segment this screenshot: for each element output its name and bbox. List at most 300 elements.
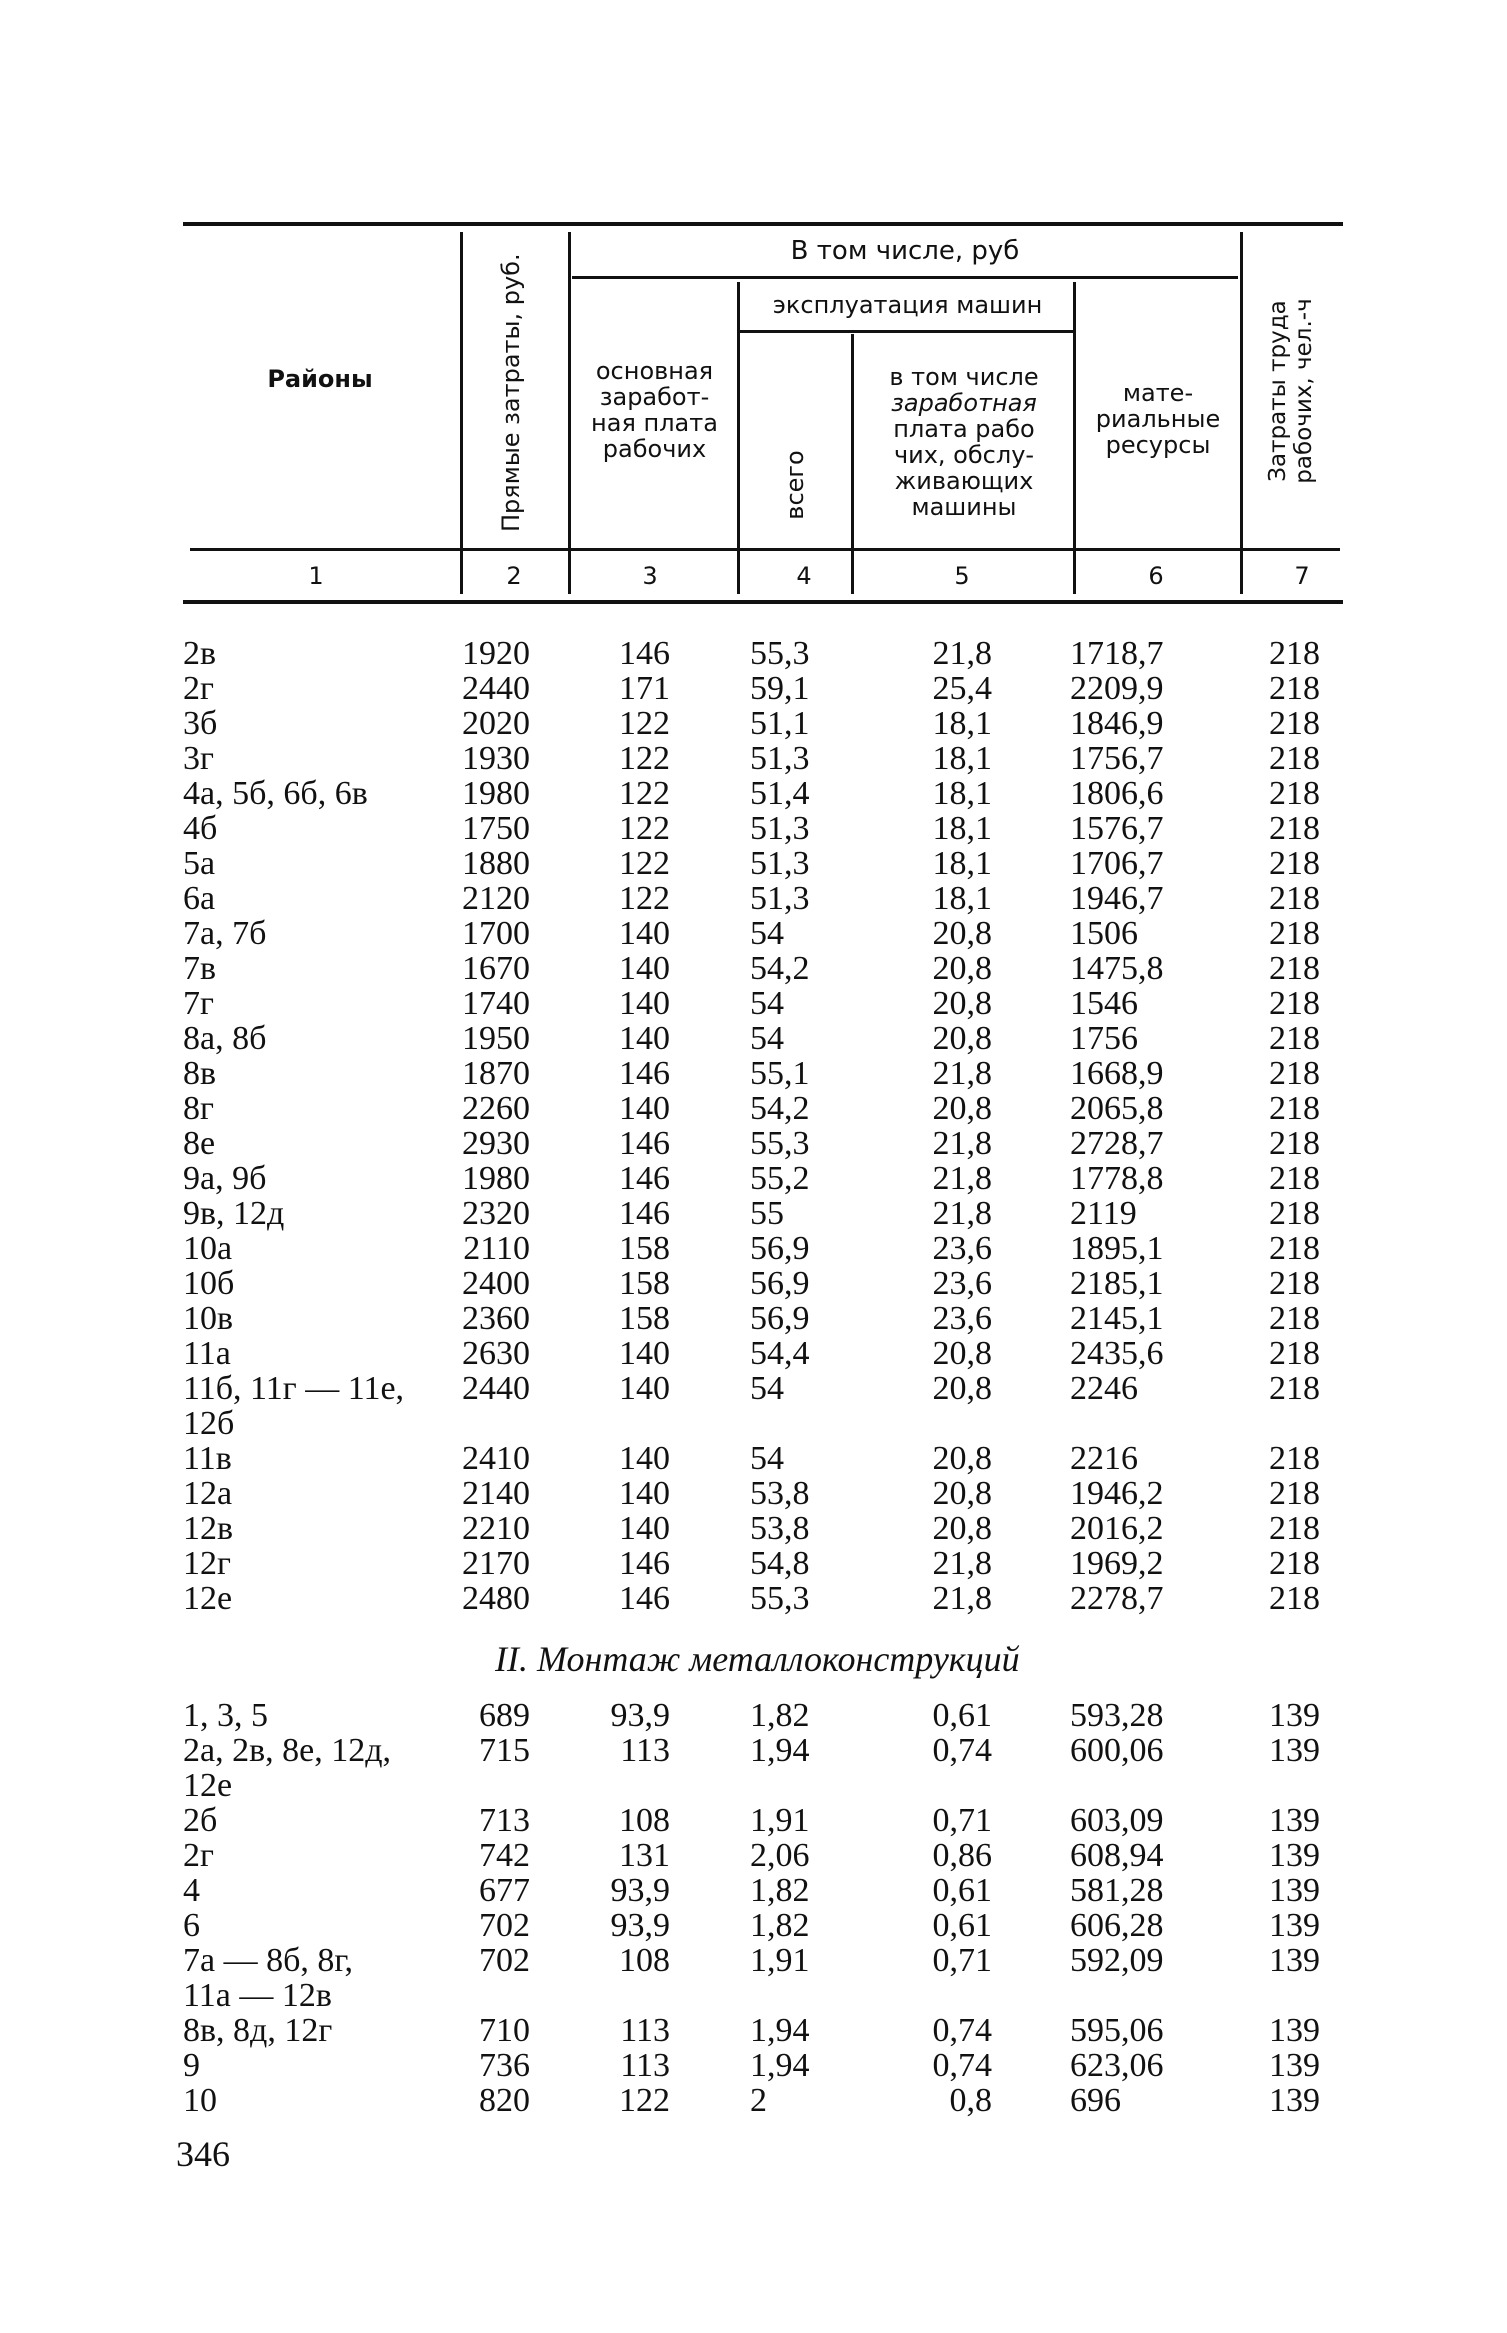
cell-labor: 218 xyxy=(1269,740,1320,777)
cell-wage: 113 xyxy=(620,2047,670,2084)
cell-labor: 139 xyxy=(1269,1802,1320,1839)
cell-total: 1,91 xyxy=(750,1802,810,1839)
column-number: 4 xyxy=(796,562,812,590)
table-row xyxy=(0,1908,1507,1943)
cell-wage: 122 xyxy=(619,880,670,917)
cell-labor: 218 xyxy=(1269,705,1320,742)
cell-wage: 146 xyxy=(619,1125,670,1162)
cell-total: 1,94 xyxy=(750,1732,810,1769)
cell-total: 56,9 xyxy=(750,1265,810,1302)
cell-machine-wage: 20,8 xyxy=(932,1370,992,1407)
cell-region: 9 xyxy=(183,2047,200,2084)
cell-region: 12г xyxy=(183,1545,231,1582)
cell-total: 54,2 xyxy=(750,1090,810,1127)
cell-wage: 108 xyxy=(619,1802,670,1839)
cell-region: 1, 3, 5 xyxy=(183,1697,268,1734)
cell-labor: 139 xyxy=(1269,1942,1320,1979)
table-row xyxy=(0,1126,1507,1161)
header-machine-wage xyxy=(855,364,1073,520)
header-machine-wage-line: плата рабо xyxy=(893,415,1035,443)
cell-direct: 1740 xyxy=(462,985,530,1022)
cell-region: 8в xyxy=(183,1055,217,1092)
cell-total: 51,1 xyxy=(750,705,810,742)
cell-total: 54,2 xyxy=(750,950,810,987)
cell-materials: 1778,8 xyxy=(1070,1160,1164,1197)
cell-machine-wage: 20,8 xyxy=(932,985,992,1022)
cell-machine-wage: 21,8 xyxy=(932,1195,992,1232)
cell-materials: 1475,8 xyxy=(1070,950,1164,987)
table-row xyxy=(0,2048,1507,2083)
cell-total: 54 xyxy=(750,1020,784,1057)
cell-machine-wage: 20,8 xyxy=(932,1020,992,1057)
cell-region: 6 xyxy=(183,1907,200,1944)
header-base-wage-line: рабочих xyxy=(602,435,707,463)
cell-wage: 122 xyxy=(619,2082,670,2119)
cell-region-continuation: 12е xyxy=(183,1767,233,1804)
table-row xyxy=(0,706,1507,741)
cell-wage: 108 xyxy=(619,1942,670,1979)
cell-labor: 218 xyxy=(1269,1510,1320,1547)
cell-labor: 218 xyxy=(1269,1090,1320,1127)
cell-materials: 2145,1 xyxy=(1070,1300,1164,1337)
header-base-wage-line: ная плата xyxy=(591,409,718,437)
header-materials-line: мате- xyxy=(1122,379,1194,407)
header-total: всего xyxy=(781,450,809,520)
cell-total: 2,06 xyxy=(750,1837,810,1874)
cell-wage: 122 xyxy=(619,705,670,742)
cell-direct: 2930 xyxy=(462,1125,530,1162)
table-row xyxy=(0,1056,1507,1091)
cell-materials: 593,28 xyxy=(1070,1697,1164,1734)
cell-machine-wage: 0,74 xyxy=(932,2047,992,2084)
cell-wage: 171 xyxy=(619,670,670,707)
cell-machine-wage: 23,6 xyxy=(932,1230,992,1267)
cell-total: 1,82 xyxy=(750,1872,810,1909)
cell-total: 55,3 xyxy=(750,1580,810,1617)
cell-direct: 2400 xyxy=(462,1265,530,1302)
cell-direct: 2440 xyxy=(462,1370,530,1407)
cell-wage: 146 xyxy=(619,1545,670,1582)
cell-materials: 603,09 xyxy=(1070,1802,1164,1839)
cell-labor: 218 xyxy=(1269,915,1320,952)
cell-machine-wage: 20,8 xyxy=(932,1510,992,1547)
cell-total: 55,1 xyxy=(750,1055,810,1092)
col-divider-1 xyxy=(460,232,463,594)
table-row xyxy=(0,1301,1507,1336)
cell-materials: 623,06 xyxy=(1070,2047,1164,2084)
cell-direct: 689 xyxy=(479,1697,530,1734)
column-number: 7 xyxy=(1294,562,1310,590)
cell-total: 51,3 xyxy=(750,810,810,847)
cell-total: 1,94 xyxy=(750,2047,810,2084)
cell-direct: 2020 xyxy=(462,705,530,742)
cell-wage: 158 xyxy=(619,1265,670,1302)
cell-total: 59,1 xyxy=(750,670,810,707)
cell-machine-wage: 0,86 xyxy=(932,1837,992,1874)
table-row xyxy=(0,1838,1507,1873)
group-rule xyxy=(572,276,1238,279)
cell-region: 12а xyxy=(183,1475,233,1512)
table-row xyxy=(0,1698,1507,1733)
cell-labor: 139 xyxy=(1269,1697,1320,1734)
cell-materials: 1506 xyxy=(1070,915,1138,952)
header-materials-line: риальные xyxy=(1095,405,1221,433)
cell-region: 8в, 8д, 12г xyxy=(183,2012,333,2049)
cell-total: 54 xyxy=(750,1440,784,1477)
col-divider-4 xyxy=(851,334,854,594)
cell-machine-wage: 0,61 xyxy=(932,1697,992,1734)
cell-direct: 2140 xyxy=(462,1475,530,1512)
cell-materials: 1806,6 xyxy=(1070,775,1164,812)
cell-region: 10а xyxy=(183,1230,233,1267)
cell-labor: 139 xyxy=(1269,2012,1320,2049)
header-machine-wage-line: заработная xyxy=(891,389,1037,417)
cell-materials: 608,94 xyxy=(1070,1837,1164,1874)
header-machine-wage-line: машины xyxy=(911,493,1017,521)
cell-wage: 113 xyxy=(620,1732,670,1769)
cell-total: 1,82 xyxy=(750,1907,810,1944)
table-row xyxy=(0,1371,1507,1406)
cell-wage: 122 xyxy=(619,740,670,777)
cell-region: 7а — 8б, 8г, xyxy=(183,1942,353,1979)
cell-wage: 140 xyxy=(619,1020,670,1057)
cell-materials: 1895,1 xyxy=(1070,1230,1164,1267)
cell-machine-wage: 23,6 xyxy=(932,1265,992,1302)
cell-machine-wage: 21,8 xyxy=(932,1545,992,1582)
cell-machine-wage: 21,8 xyxy=(932,1580,992,1617)
table-row xyxy=(0,636,1507,671)
cell-labor: 218 xyxy=(1269,1370,1320,1407)
cell-machine-wage: 20,8 xyxy=(932,950,992,987)
cell-direct: 677 xyxy=(479,1872,530,1909)
table-row xyxy=(0,2013,1507,2048)
cell-wage: 158 xyxy=(619,1230,670,1267)
cell-region: 11в xyxy=(183,1440,232,1477)
cell-machine-wage: 0,71 xyxy=(932,1942,992,1979)
cell-machine-wage: 20,8 xyxy=(932,1090,992,1127)
cell-direct: 702 xyxy=(479,1942,530,1979)
cell-wage: 93,9 xyxy=(610,1872,670,1909)
cell-labor: 139 xyxy=(1269,1872,1320,1909)
cell-region: 2в xyxy=(183,635,217,672)
cell-machine-wage: 0,61 xyxy=(932,1907,992,1944)
column-number: 5 xyxy=(954,562,970,590)
table-row xyxy=(0,1336,1507,1371)
table-row xyxy=(0,741,1507,776)
cell-total: 55 xyxy=(750,1195,784,1232)
table-row xyxy=(0,881,1507,916)
cell-total: 53,8 xyxy=(750,1510,810,1547)
cell-wage: 146 xyxy=(619,635,670,672)
cell-labor: 218 xyxy=(1269,1230,1320,1267)
cell-wage: 93,9 xyxy=(610,1907,670,1944)
header-machine-wage-line: чих, обслу- xyxy=(893,441,1035,469)
table-row xyxy=(0,1196,1507,1231)
cell-direct: 1980 xyxy=(462,775,530,812)
cell-labor: 139 xyxy=(1269,1732,1320,1769)
cell-wage: 131 xyxy=(619,1837,670,1874)
cell-total: 1,94 xyxy=(750,2012,810,2049)
table-row xyxy=(0,986,1507,1021)
table-row xyxy=(0,2083,1507,2118)
cell-region: 2г xyxy=(183,1837,214,1874)
cell-region: 8г xyxy=(183,1090,214,1127)
cell-direct: 2480 xyxy=(462,1580,530,1617)
cell-direct: 2260 xyxy=(462,1090,530,1127)
cell-machine-wage: 0,61 xyxy=(932,1872,992,1909)
cell-labor: 218 xyxy=(1269,1055,1320,1092)
cell-direct: 820 xyxy=(479,2082,530,2119)
cell-total: 53,8 xyxy=(750,1475,810,1512)
cell-machine-wage: 20,8 xyxy=(932,915,992,952)
cell-labor: 218 xyxy=(1269,1265,1320,1302)
cell-region: 12е xyxy=(183,1580,233,1617)
cell-total: 55,3 xyxy=(750,635,810,672)
cell-labor: 218 xyxy=(1269,810,1320,847)
cell-materials: 1946,2 xyxy=(1070,1475,1164,1512)
cell-region: 3б xyxy=(183,705,218,742)
header-materials-line: ресурсы xyxy=(1105,431,1211,459)
cell-materials: 592,09 xyxy=(1070,1942,1164,1979)
cell-materials: 2119 xyxy=(1070,1195,1137,1232)
table-top-rule xyxy=(183,222,1343,226)
cell-labor: 218 xyxy=(1269,1580,1320,1617)
cell-region: 10 xyxy=(183,2082,217,2119)
page-number: 346 xyxy=(176,2134,230,2174)
table-row xyxy=(0,1441,1507,1476)
cell-wage: 158 xyxy=(619,1300,670,1337)
cell-direct: 1920 xyxy=(462,635,530,672)
cell-total: 51,3 xyxy=(750,880,810,917)
cell-materials: 2278,7 xyxy=(1070,1580,1164,1617)
col-divider-3 xyxy=(737,282,740,594)
cell-region: 7в xyxy=(183,950,217,987)
cell-materials: 581,28 xyxy=(1070,1872,1164,1909)
cell-wage: 140 xyxy=(619,1475,670,1512)
table-row xyxy=(0,776,1507,811)
cell-machine-wage: 20,8 xyxy=(932,1440,992,1477)
cell-materials: 600,06 xyxy=(1070,1732,1164,1769)
cell-total: 54,8 xyxy=(750,1545,810,1582)
cell-machine-wage: 20,8 xyxy=(932,1475,992,1512)
cell-direct: 1950 xyxy=(462,1020,530,1057)
cell-machine-wage: 0,8 xyxy=(949,2082,992,2119)
cell-direct: 1670 xyxy=(462,950,530,987)
cell-region: 5а xyxy=(183,845,216,882)
header-base-wage-line: заработ- xyxy=(599,383,710,411)
cell-materials: 2065,8 xyxy=(1070,1090,1164,1127)
header-materials xyxy=(1076,380,1240,458)
cell-region: 4а, 5б, 6б, 6в xyxy=(183,775,368,812)
cell-wage: 140 xyxy=(619,985,670,1022)
cell-labor: 218 xyxy=(1269,985,1320,1022)
cell-direct: 1870 xyxy=(462,1055,530,1092)
cell-region-continuation: 12б xyxy=(183,1405,235,1442)
cell-labor: 218 xyxy=(1269,635,1320,672)
cell-wage: 140 xyxy=(619,1440,670,1477)
table-row xyxy=(0,1581,1507,1616)
table-row xyxy=(0,1943,1507,1978)
cell-region: 11а xyxy=(183,1335,231,1372)
column-number: 2 xyxy=(506,562,522,590)
cell-total: 51,3 xyxy=(750,845,810,882)
cell-materials: 595,06 xyxy=(1070,2012,1164,2049)
cell-labor: 218 xyxy=(1269,1335,1320,1372)
table-row xyxy=(0,1511,1507,1546)
cell-wage: 93,9 xyxy=(610,1697,670,1734)
cell-labor: 218 xyxy=(1269,950,1320,987)
cell-labor: 218 xyxy=(1269,1545,1320,1582)
cell-wage: 140 xyxy=(619,1090,670,1127)
cell-region: 9а, 9б xyxy=(183,1160,267,1197)
header-base-wage-line: основная xyxy=(595,357,714,385)
cell-wage: 113 xyxy=(620,2012,670,2049)
cell-direct: 2440 xyxy=(462,670,530,707)
cell-region: 2б xyxy=(183,1802,218,1839)
cell-materials: 2246 xyxy=(1070,1370,1138,1407)
cell-direct: 2110 xyxy=(463,1230,530,1267)
subgroup-rule xyxy=(740,330,1075,333)
cell-labor: 139 xyxy=(1269,1837,1320,1874)
cell-machine-wage: 0,71 xyxy=(932,1802,992,1839)
cell-region: 9в, 12д xyxy=(183,1195,285,1232)
cell-total: 55,3 xyxy=(750,1125,810,1162)
cell-materials: 2216 xyxy=(1070,1440,1138,1477)
cell-direct: 2320 xyxy=(462,1195,530,1232)
table-row xyxy=(0,951,1507,986)
table-row xyxy=(0,1091,1507,1126)
cell-materials: 1846,9 xyxy=(1070,705,1164,742)
cell-direct: 1930 xyxy=(462,740,530,777)
table-row xyxy=(0,1021,1507,1056)
cell-total: 54 xyxy=(750,915,784,952)
cell-total: 2 xyxy=(750,2082,767,2119)
column-number: 3 xyxy=(642,562,658,590)
cell-region-continuation: 11а — 12в xyxy=(183,1977,332,2014)
cell-region: 10в xyxy=(183,1300,234,1337)
cell-labor: 218 xyxy=(1269,670,1320,707)
col-divider-2 xyxy=(568,232,571,594)
cell-labor: 139 xyxy=(1269,1907,1320,1944)
cell-labor: 218 xyxy=(1269,1160,1320,1197)
column-number: 6 xyxy=(1148,562,1164,590)
cell-total: 54,4 xyxy=(750,1335,810,1372)
cell-labor: 139 xyxy=(1269,2047,1320,2084)
header-base-wage xyxy=(572,358,737,462)
cell-total: 56,9 xyxy=(750,1230,810,1267)
table-row xyxy=(0,846,1507,881)
cell-wage: 140 xyxy=(619,915,670,952)
cell-materials: 2185,1 xyxy=(1070,1265,1164,1302)
cell-wage: 140 xyxy=(619,1510,670,1547)
cell-labor: 218 xyxy=(1269,1125,1320,1162)
col-divider-6 xyxy=(1240,232,1243,594)
cell-direct: 1980 xyxy=(462,1160,530,1197)
cell-total: 54 xyxy=(750,985,784,1022)
header-group: В том числе, руб xyxy=(790,236,1020,266)
table-row xyxy=(0,811,1507,846)
cell-wage: 140 xyxy=(619,950,670,987)
cell-region: 4б xyxy=(183,810,218,847)
cell-region: 12в xyxy=(183,1510,234,1547)
table-row xyxy=(0,1231,1507,1266)
cell-wage: 122 xyxy=(619,810,670,847)
cell-wage: 146 xyxy=(619,1055,670,1092)
cell-machine-wage: 25,4 xyxy=(932,670,992,707)
cell-total: 51,4 xyxy=(750,775,810,812)
cell-materials: 2209,9 xyxy=(1070,670,1164,707)
cell-wage: 146 xyxy=(619,1580,670,1617)
cell-materials: 1969,2 xyxy=(1070,1545,1164,1582)
cell-region: 10б xyxy=(183,1265,235,1302)
header-subgroup: эксплуатация машин xyxy=(772,291,1043,319)
cell-labor: 218 xyxy=(1269,1475,1320,1512)
cell-machine-wage: 21,8 xyxy=(932,635,992,672)
header-labor: Затраты труда рабочих, чел.-ч xyxy=(1265,298,1317,484)
cell-region: 7а, 7б xyxy=(183,915,267,952)
cell-machine-wage: 18,1 xyxy=(932,775,992,812)
cell-direct: 1750 xyxy=(462,810,530,847)
cell-machine-wage: 21,8 xyxy=(932,1055,992,1092)
table-row xyxy=(0,1161,1507,1196)
cell-wage: 122 xyxy=(619,845,670,882)
table-row xyxy=(0,671,1507,706)
cell-labor: 218 xyxy=(1269,1195,1320,1232)
numbers-bottom-rule xyxy=(183,600,1343,604)
cell-machine-wage: 20,8 xyxy=(932,1335,992,1372)
cell-total: 55,2 xyxy=(750,1160,810,1197)
cell-materials: 606,28 xyxy=(1070,1907,1164,1944)
cell-wage: 122 xyxy=(619,775,670,812)
cell-materials: 1576,7 xyxy=(1070,810,1164,847)
cell-region: 8е xyxy=(183,1125,216,1162)
cell-materials: 2435,6 xyxy=(1070,1335,1164,1372)
cell-wage: 140 xyxy=(619,1370,670,1407)
cell-direct: 2170 xyxy=(462,1545,530,1582)
cell-direct: 715 xyxy=(479,1732,530,1769)
table-row xyxy=(0,916,1507,951)
cell-materials: 1718,7 xyxy=(1070,635,1164,672)
cell-machine-wage: 18,1 xyxy=(932,880,992,917)
header-regions: Районы xyxy=(267,365,373,393)
cell-total: 1,82 xyxy=(750,1697,810,1734)
table-row xyxy=(0,1803,1507,1838)
cell-materials: 1706,7 xyxy=(1070,845,1164,882)
cell-labor: 218 xyxy=(1269,775,1320,812)
cell-total: 54 xyxy=(750,1370,784,1407)
cell-machine-wage: 18,1 xyxy=(932,740,992,777)
cell-direct: 1700 xyxy=(462,915,530,952)
cell-machine-wage: 0,74 xyxy=(932,2012,992,2049)
cell-materials: 1756,7 xyxy=(1070,740,1164,777)
cell-direct: 702 xyxy=(479,1907,530,1944)
section-heading: II. Монтаж металлоконструкций xyxy=(495,1639,1020,1679)
cell-labor: 218 xyxy=(1269,845,1320,882)
cell-wage: 146 xyxy=(619,1195,670,1232)
cell-machine-wage: 21,8 xyxy=(932,1125,992,1162)
cell-materials: 1756 xyxy=(1070,1020,1138,1057)
cell-machine-wage: 18,1 xyxy=(932,845,992,882)
cell-region: 4 xyxy=(183,1872,200,1909)
cell-materials: 1546 xyxy=(1070,985,1138,1022)
cell-machine-wage: 21,8 xyxy=(932,1160,992,1197)
cell-machine-wage: 23,6 xyxy=(932,1300,992,1337)
cell-region: 8а, 8б xyxy=(183,1020,267,1057)
cell-direct: 736 xyxy=(479,2047,530,2084)
cell-machine-wage: 0,74 xyxy=(932,1732,992,1769)
cell-region: 2г xyxy=(183,670,214,707)
cell-labor: 218 xyxy=(1269,1020,1320,1057)
